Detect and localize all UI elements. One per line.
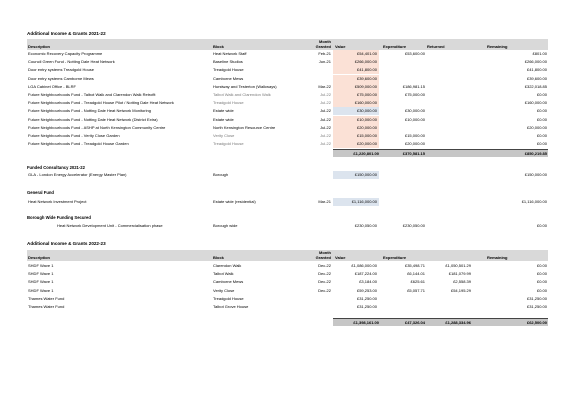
- total-expenditure: £47,326.04: [404, 320, 425, 325]
- row-expenditure: £5,057.71: [407, 287, 425, 293]
- row-description: Door entry systems Camborne Mews: [28, 75, 94, 81]
- row-remaining: £20,000.00: [526, 124, 547, 130]
- total-expenditure: £370,581.15: [402, 151, 425, 156]
- row-remaining: £1,116,000.00: [521, 199, 547, 204]
- row-block: Estate wide: [213, 116, 234, 122]
- row-month: Jul-22: [320, 133, 331, 138]
- row-remaining: £266,000.00: [524, 59, 547, 65]
- table-row: [27, 124, 548, 132]
- row-value: £20,000.00: [333, 140, 379, 148]
- header-block: Block: [213, 44, 224, 49]
- row-block: Verity Close: [213, 133, 235, 138]
- row-block: Talbot Walk: [213, 271, 234, 277]
- row-block: Estate wide: [213, 108, 234, 114]
- header-expenditure: Expenditure: [383, 44, 407, 49]
- row-expenditure: £35,498.71: [404, 263, 425, 268]
- section-title-borough-wide: Borough Wide Funding Secured: [27, 215, 91, 220]
- row-expenditure: £10,000.00: [404, 116, 425, 122]
- header-remaining: Remaining: [487, 44, 508, 49]
- row-block: Talbot Walk and Clarendon Walk: [213, 92, 271, 97]
- row-value: £31,250.00: [356, 304, 377, 309]
- row-block: Borough wide: [213, 223, 238, 228]
- row-value: £266,000.00: [333, 58, 379, 66]
- row-remaining: £0.00: [536, 141, 547, 147]
- row-description: SHDF Wave 1: [28, 287, 54, 293]
- row-description: Future Neighbourhoods Fund - Treadgold House Pilot / Notting Dale Heat Network: [28, 100, 174, 106]
- table-row: [27, 171, 548, 179]
- row-block: Estate wide (residential): [213, 199, 256, 204]
- row-value: £75,000.00: [333, 91, 379, 99]
- row-value: £150,000.00: [333, 171, 379, 179]
- row-returned: £1,050,501.29: [445, 263, 471, 268]
- table-row: [27, 295, 548, 303]
- row-block: Treadgold House: [213, 141, 244, 147]
- table-row: [27, 99, 548, 107]
- section-title-general-fund: General Fund: [27, 190, 54, 195]
- table-row: [27, 270, 548, 278]
- row-description: Future Neighbourhoods Fund - Talbot Walk and Clarendon Walk Retrofit: [28, 92, 156, 97]
- table-row: [27, 198, 548, 206]
- row-value: £230,050.00: [354, 223, 377, 228]
- row-remaining: £0.00: [536, 271, 547, 277]
- header-block: Block: [213, 255, 224, 260]
- row-block: Heat Network Staff: [213, 51, 247, 56]
- row-returned: £2,558.39: [453, 279, 471, 285]
- row-remaining: £0.00: [536, 108, 547, 114]
- total-row-2021-22: [333, 150, 548, 157]
- row-block: Treadgold House: [213, 295, 244, 301]
- row-description: Council Green Fund - Notting Dale Heat Network: [28, 59, 115, 65]
- table-row: [27, 303, 548, 311]
- header-value: Value: [335, 255, 346, 260]
- row-expenditure: £625.61: [410, 279, 425, 285]
- row-block: North Kensington Resource Centre: [213, 124, 276, 130]
- row-month: Jul-22: [320, 116, 331, 122]
- row-month: Mar-21: [318, 199, 331, 204]
- table-row: [27, 107, 548, 115]
- row-expenditure: £30,000.00: [404, 108, 425, 114]
- row-block: Clarendon Walk: [213, 263, 242, 268]
- row-value: £39,600.00: [333, 75, 379, 83]
- row-block: Verity Close: [213, 287, 235, 293]
- row-month: Jul-22: [320, 124, 331, 130]
- row-description: SHDF Wave 1: [28, 279, 54, 285]
- row-month: Dec-22: [318, 271, 331, 277]
- row-expenditure: £20,000.00: [404, 141, 425, 147]
- row-block: Camborne Mews: [213, 279, 244, 285]
- row-value: £30,000.00: [333, 107, 379, 115]
- row-block: Treadgold House: [213, 100, 244, 106]
- row-description: Future Neighbourhoods Fund - Notting Dale Heat Network (District Extra): [28, 116, 158, 122]
- header-description: Description: [28, 44, 51, 49]
- table-row: [27, 83, 548, 91]
- row-description: Future Neighbourhoods Fund - ASHP at North Kensington Community Centre: [28, 124, 166, 130]
- row-value: £59,253.00: [356, 287, 377, 293]
- table-row: [27, 91, 548, 99]
- row-month: Jul-22: [320, 108, 331, 114]
- table-row: [27, 132, 548, 140]
- header-granted: Granted: [315, 255, 331, 260]
- row-remaining: £0.00: [536, 279, 547, 285]
- table-row: [27, 287, 548, 295]
- section-title-consultancy: Funded Consultancy 2021-22: [27, 165, 85, 170]
- table-row: [27, 50, 548, 58]
- row-expenditure: £6,144.01: [407, 271, 425, 277]
- row-value: £31,250.00: [356, 295, 377, 301]
- row-remaining: £0.00: [536, 133, 547, 138]
- table-row: [27, 75, 548, 83]
- row-value: £41,800.00: [333, 66, 379, 74]
- row-description: SHDF Wave 1: [28, 271, 54, 277]
- row-month: Jun-21: [318, 59, 331, 65]
- row-value: £187,224.00: [354, 271, 377, 277]
- row-remaining: £0.00: [536, 223, 547, 228]
- row-description: LGA Cabinet Office - BLRF: [28, 83, 76, 89]
- row-remaining: £31,250.00: [526, 295, 547, 301]
- row-description: Future Neighbourhoods Fund - Notting Dale Heat Network Monitoring: [28, 108, 151, 114]
- row-expenditure: £53,600.00: [404, 51, 425, 56]
- table-row: [27, 116, 548, 124]
- header-description: Description: [28, 255, 51, 260]
- row-month: Jul-22: [320, 141, 331, 147]
- row-remaining: £31,250.00: [526, 304, 547, 309]
- row-value: £15,000.00: [333, 132, 379, 140]
- row-description: GLA - London Energy Accelerator (Energy Master Plan): [28, 172, 127, 177]
- row-value: £509,000.00: [333, 83, 379, 91]
- header-expenditure: Expenditure: [383, 255, 407, 260]
- row-month: Dec-22: [318, 279, 331, 285]
- row-remaining: £322,018.85: [524, 83, 547, 89]
- row-block: Borough: [213, 172, 229, 177]
- total-remaining: £850,219.85: [524, 151, 547, 156]
- row-description: Thames Water Fund: [28, 304, 65, 309]
- row-value: £10,000.00: [333, 116, 379, 124]
- total-value: £1,220,801.00: [353, 151, 379, 156]
- row-value: £1,116,000.00: [333, 198, 379, 206]
- table-row: [27, 262, 548, 270]
- header-month: Month: [319, 39, 331, 44]
- row-month: Dec-22: [318, 263, 331, 268]
- row-expenditure: £186,981.15: [402, 83, 425, 89]
- row-block: Camborne Mews: [213, 75, 244, 81]
- row-value: £160,000.00: [333, 99, 379, 107]
- row-description: Future Neighbourhoods Fund - Treadgold House Garden: [28, 141, 129, 147]
- row-block: Hurstway and Testerton (Walkways): [213, 83, 277, 89]
- row-returned: £181,079.99: [448, 271, 471, 277]
- row-month: Jul-22: [320, 100, 331, 106]
- row-remaining: £150,000.00: [524, 172, 547, 177]
- row-returned: £54,195.29: [450, 287, 471, 293]
- row-description: Door entry systems Treadgold House: [28, 67, 95, 73]
- row-month: Jul-22: [320, 92, 331, 97]
- row-remaining: £0.00: [536, 263, 547, 268]
- row-remaining: £0.00: [536, 287, 547, 293]
- table-row: [27, 222, 548, 230]
- header-granted: Granted: [315, 44, 331, 49]
- row-month: Feb-21: [318, 51, 331, 56]
- table-row: [27, 140, 548, 148]
- row-expenditure: £230,050.00: [402, 223, 425, 228]
- row-description: Heat Network Investment Project: [28, 199, 87, 204]
- row-value: £20,000.00: [333, 124, 379, 132]
- row-remaining: £0.00: [536, 116, 547, 122]
- header-value: Value: [335, 44, 346, 49]
- row-description: Economic Recovery Capacity Programme: [28, 51, 103, 56]
- header-remaining: Remaining: [487, 255, 508, 260]
- row-value: £1,086,000.00: [351, 263, 377, 268]
- row-month: Mar-22: [318, 83, 331, 89]
- row-block: Treadgold House: [213, 67, 244, 73]
- row-remaining: £0.00: [536, 92, 547, 97]
- row-expenditure: £15,000.00: [404, 133, 425, 138]
- row-description: SHDF Wave 1: [28, 263, 54, 268]
- row-remaining: £801.00: [532, 51, 547, 56]
- total-row-2022-23: [333, 319, 548, 326]
- section-title-income-2021-22: Additional Income & Grants 2021-22: [27, 31, 106, 36]
- row-block: Baseline Studios: [213, 59, 243, 65]
- row-expenditure: £75,000.00: [404, 92, 425, 97]
- total-value: £1,398,161.00: [353, 320, 379, 325]
- table-row: [27, 58, 548, 66]
- row-remaining: £41,800.00: [526, 67, 547, 73]
- row-description: Future Neighbourhoods Fund - Verity Close Garden: [28, 133, 120, 138]
- table-row: [27, 278, 548, 286]
- total-remaining: £62,500.00: [526, 320, 547, 325]
- total-returned: £1,288,334.96: [445, 320, 471, 325]
- row-remaining: £39,600.00: [526, 75, 547, 81]
- table-header-2021-22: [27, 39, 548, 50]
- row-description: Heat Network Development Unit - Commercialisation phase: [57, 223, 163, 228]
- section-title-income-2022-23: Additional Income & Grants 2022-23: [27, 241, 106, 246]
- row-value: £3,184.00: [359, 279, 377, 285]
- row-block: Talbot Grove House: [213, 304, 249, 309]
- row-value: £54,401.00: [333, 50, 379, 58]
- row-month: Dec-22: [318, 287, 331, 293]
- row-description: Thames Water Fund: [28, 295, 65, 301]
- row-remaining: £160,000.00: [524, 100, 547, 106]
- table-row: [27, 66, 548, 74]
- header-month: Month: [319, 250, 331, 255]
- header-returned: Returned: [427, 44, 445, 49]
- table-header-2022-23: [27, 250, 548, 261]
